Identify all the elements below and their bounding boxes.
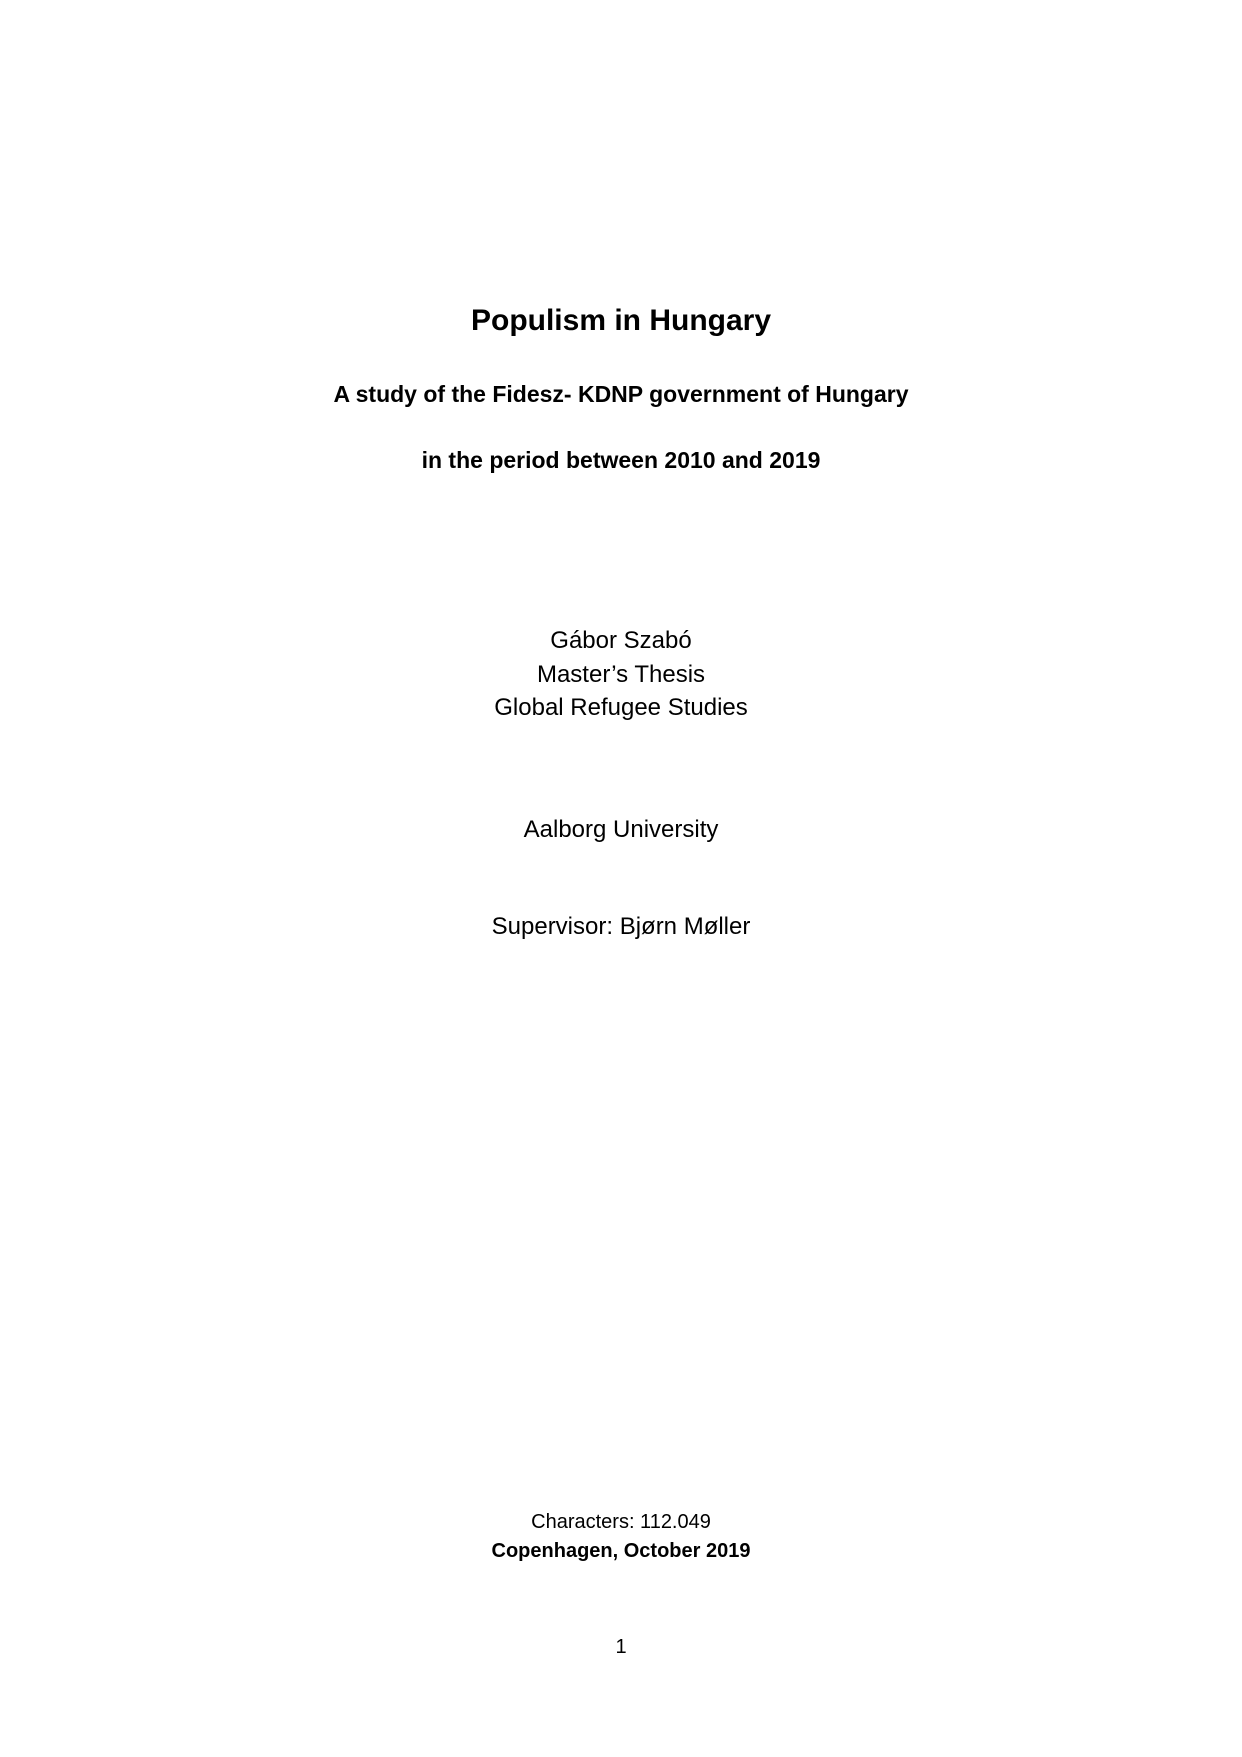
supervisor-name: Supervisor: Bjørn Møller <box>491 913 751 940</box>
author-name: Gábor Szabó <box>550 627 692 654</box>
study-program: Global Refugee Studies <box>494 694 748 721</box>
document-subtitle-line-1: A study of the Fidesz- KDNP government of Hungary <box>333 381 909 407</box>
page-number: 1 <box>615 1636 627 1658</box>
document-subtitle-line-2: in the period between 2010 and 2019 <box>421 447 821 473</box>
document-title: Populism in Hungary <box>470 304 772 337</box>
thesis-type: Master’s Thesis <box>536 661 706 688</box>
place-and-date: Copenhagen, October 2019 <box>491 1540 751 1562</box>
character-count: Characters: 112.049 <box>531 1511 711 1533</box>
university-name: Aalborg University <box>523 816 719 843</box>
